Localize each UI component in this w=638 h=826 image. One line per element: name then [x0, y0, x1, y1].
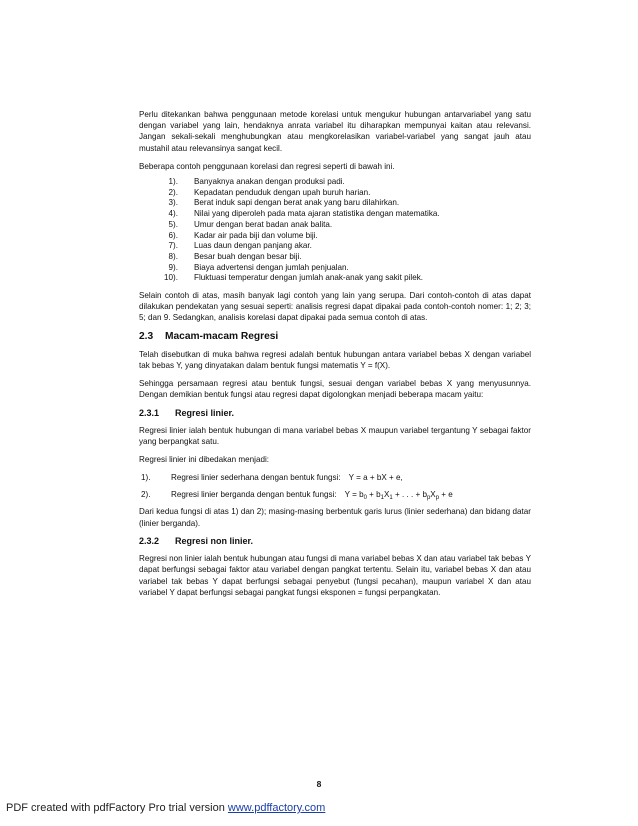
- list-item: 8). Besar buah dengan besar biji.: [168, 251, 302, 261]
- section-number: 2.3: [139, 330, 154, 342]
- section-number: 2.3.2: [139, 535, 160, 546]
- footer-text: PDF created with pdfFactory Pro trial version: [6, 802, 228, 814]
- list-item: 3). Berat induk sapi dengan berat anak yang baru dilahirkan.: [168, 198, 400, 208]
- section-2-3-1-paragraph-3: Dari kedua fungsi di atas 1) dan 2); masing-masing berbentuk garis lurus (linier sederhana) dan bidang datar (linier berganda).: [139, 507, 531, 528]
- section-2-3-1-paragraph-1: Regresi linier ialah bentuk hubungan di mana variabel bebas X maupun variabel tergantung Y sebagai faktor yang berpangkat satu.: [139, 425, 531, 447]
- after-examples-paragraph: Selain contoh di atas, masih banyak lagi contoh yang lain yang serupa. Dari contoh-contoh di atas dapat dilakukan pendekatan yang sesuai seperti: analisis regresi dapat dipakai pada contoh-contoh nomer: 1; 2; 3; 5; dan 9. Sedangkan, analisis korelasi dapat dipakai pada semua contoh di atas.: [139, 291, 531, 323]
- list-item: 4). Nilai yang diperoleh pada mata ajaran statistika dengan matematika.: [168, 209, 440, 219]
- section-heading-2-3: [139, 331, 531, 342]
- linear-regression-types-list: [139, 472, 531, 500]
- section-2-3-paragraph-1: Telah disebutkan di muka bahwa regresi adalah bentuk hubungan antara variabel bebas X dengan variabel tak bebas Y, yang dinyatakan dalam bentuk fungsi matematis Y = f(X).: [139, 349, 531, 371]
- pdf-footer: [6, 802, 325, 814]
- list-item: 6). Kadar air pada biji dan volume biji.: [168, 230, 318, 240]
- list-item: 9). Biaya advertensi dengan jumlah penjualan.: [168, 262, 349, 272]
- intro-paragraph-2: Beberapa contoh penggunaan korelasi dan regresi seperti di bawah ini.: [139, 161, 395, 171]
- list-item: 10). Fluktuasi temperatur dengan jumlah anak-anak yang sakit pilek.: [164, 273, 424, 283]
- section-number: 2.3.1: [139, 407, 160, 418]
- section-title: Regresi linier.: [175, 407, 235, 418]
- section-2-3-2-paragraph-1: Regresi non linier ialah bentuk hubungan atau fungsi di mana variabel bebas X dan atau variabel tak bebas Y dapat berfungsi sebagai faktor atau variabel dengan pangkat tertentu. Selain itu, variabel bebas X dan atau variabel tak bebas Y dapat berfungsi sebagai penyebut (fungsi pecahan), maupun variabel X dan atau variabel Y dapat berfungsi sebagai pangkat fungsi eksponen = fungsi perpangkatan.: [139, 554, 531, 597]
- section-2-3-paragraph-2: Sehingga persamaan regresi atau bentuk fungsi, sesuai dengan variabel bebas X yang menyusunnya. Dengan demikian bentuk fungsi atau regresi dapat digolongkan menjadi beberapa macam yaitu:: [139, 379, 531, 400]
- section-title: Macam-macam Regresi: [165, 330, 279, 342]
- section-heading-2-3-2: [139, 536, 531, 547]
- examples-list: [139, 177, 531, 284]
- list-item: 5). Umur dengan berat badan anak balita.: [168, 219, 333, 229]
- list-item: 1). Regresi linier sederhana dengan bentuk fungsi: Y = a + bX + e,: [141, 473, 403, 483]
- list-item: 2). Regresi linier berganda dengan bentuk fungsi: $Y = b_0 + b_1X_1$ + . . . + $b_pX_p + e$: [141, 490, 453, 502]
- intro-paragraph-1: Perlu ditekankan bahwa penggunaan metode korelasi untuk mengukur hubungan antarvariabel yang satu dengan variabel yang lain, hendaknya anrata variabel itu diharapkan mempunyai kaitan atau relevansi. Jangan sekali-sekali menghubungkan atau mengkorelasikan variabel-variabel yang sangat jauh atau mustahil atau relevansinya sangat kecil.: [139, 110, 531, 153]
- page-number: 8: [316, 779, 322, 789]
- section-heading-2-3-1: [139, 408, 531, 419]
- page-content: [139, 109, 531, 605]
- list-item: 1). Banyaknya anakan dengan produksi padi.: [168, 177, 345, 187]
- formula-multiple-linear: $Y = b_0 + b_1X_1$ + . . . + $b_pX_p + e$: [344, 490, 453, 502]
- list-item: 2). Kepadatan penduduk dengan upah buruh harian.: [168, 187, 371, 197]
- section-title: Regresi non linier.: [175, 535, 254, 546]
- formula-simple-linear: Y = a + bX + e,: [348, 473, 403, 483]
- footer-link[interactable]: www.pdffactory.com: [227, 802, 326, 814]
- list-item: 7). Luas daun dengan panjang akar.: [168, 241, 312, 251]
- section-2-3-1-paragraph-2: Regresi linier ini dibedakan menjadi:: [139, 455, 270, 465]
